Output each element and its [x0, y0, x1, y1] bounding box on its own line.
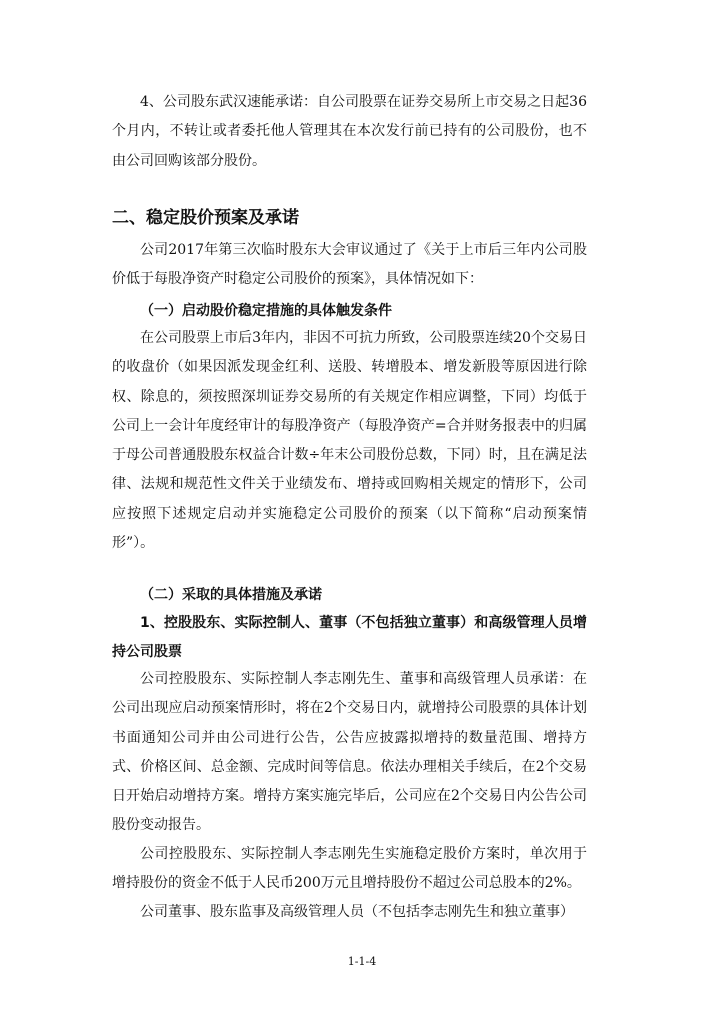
- paragraph-increase-holdings: 公司控股股东、实际控制人李志刚先生、董事和高级管理人员承诺：在公司出现应启动预案情形时，将在2个交易日内，就增持公司股票的具体计划书面通知公司并由公司进行公告，公告应披露拟增持的数量范围、增持方式、价格区间、总金额、完成时间等信息。依法办理相关手续后，在2个交易日开始启动增持方案。增持方案实施完毕后，公司应在2个交易日内公告公司股份变动报告。: [112, 671, 587, 834]
- paragraph-funding-amount: 公司控股股东、实际控制人李志刚先生实施稳定股价方案时，单次用于增持股份的资金不低于人民币200万元且增持股份不超过公司总股本的2%。: [112, 846, 587, 892]
- paragraph-resolution: 公司2017年第三次临时股东大会审议通过了《关于上市后三年内公司股价低于每股净资产时稳定公司股价的预案》，具体情况如下：: [112, 242, 587, 288]
- paragraph-lockup-commitment: 4、公司股东武汉速能承诺：自公司股票在证券交易所上市交易之日起36个月内，不转让或者委托他人管理其在本次发行前已持有的公司股份，也不由公司回购该部分股份。: [112, 94, 587, 169]
- paragraph-directors: 公司董事、股东监事及高级管理人员（不包括李志刚先生和独立董事）: [140, 904, 574, 920]
- paragraph-trigger-conditions: 在公司股票上市后3年内，非因不可抗力所致，公司股票连续20个交易日的收盘价（如果因派发现金红利、送股、转增股本、增发新股等原因进行除权、除息的，须按照深圳证券交易所的有关规定作相应调整，下同）均低于公司上一会计年度经审计的每股净资产（每股净资产=合并财务报表中的归属于母公司普通股股东权益合计数÷年末公司股份总数，下同）时，且在满足法律、法规和规范性文件关于业绩发布、增持或回购相关规定的情形下，公司应按照下述规定启动并实施稳定公司股价的预案（以下简称“启动预案情形”）。: [112, 330, 587, 552]
- page-number: 1-1-4: [347, 955, 377, 968]
- subsection-trigger-conditions: （一）启动股价稳定措施的具体触发条件: [140, 303, 392, 319]
- subsection-measures: （二）采取的具体措施及承诺: [140, 587, 322, 603]
- item-heading-controlling-shareholder: 1、控股股东、实际控制人、董事（不包括独立董事）和高级管理人员增持公司股票: [112, 615, 587, 660]
- section-title: 二、稳定股价预案及承诺: [112, 208, 299, 228]
